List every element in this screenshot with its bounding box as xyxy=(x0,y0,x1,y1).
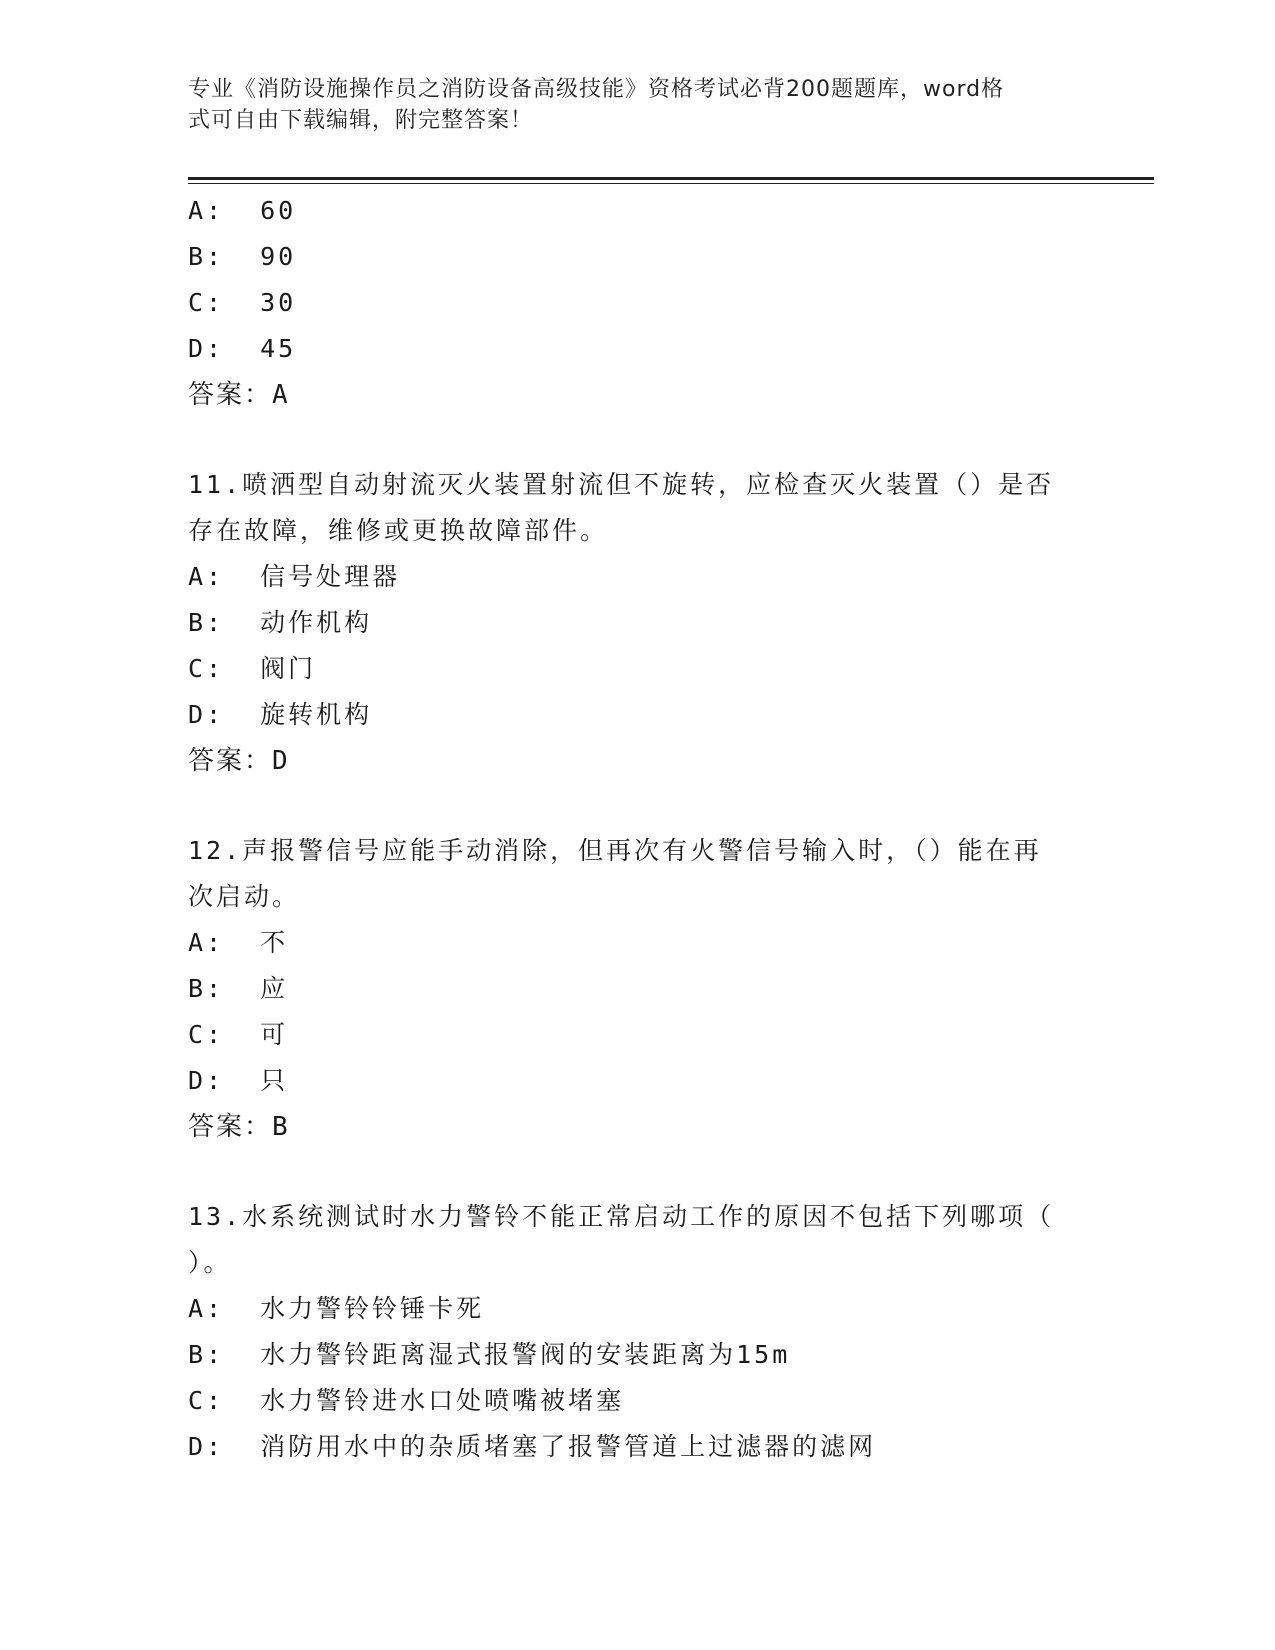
option-c: C: 水力警铃进水口处喷嘴被堵塞 xyxy=(188,1386,625,1415)
question-text-line-1: 13.水系统测试时水力警铃不能正常启动工作的原因不包括下列哪项（ xyxy=(188,1202,1055,1231)
option-a: A: 水力警铃铃锤卡死 xyxy=(188,1294,485,1323)
option-b: B: 动作机构 xyxy=(188,608,373,637)
option-b: B: 90 xyxy=(188,242,297,271)
option-d: D: 消防用水中的杂质堵塞了报警管道上过滤器的滤网 xyxy=(188,1432,877,1461)
header-rule-thick xyxy=(188,177,1154,180)
header-line-1: 专业《消防设施操作员之消防设备高级技能》资格考试必背200题题库，word格 xyxy=(188,77,1005,102)
header-rule-thin xyxy=(188,183,1154,184)
option-d: D: 旋转机构 xyxy=(188,700,373,729)
question-12 xyxy=(188,828,1088,1150)
answer-line: 答案：D xyxy=(188,746,290,776)
question-10-tail xyxy=(188,188,1088,418)
option-c: C: 可 xyxy=(188,1020,289,1049)
option-b: B: 应 xyxy=(188,974,289,1003)
option-c: C: 30 xyxy=(188,288,297,317)
question-text-line-2: 次启动。 xyxy=(188,882,301,911)
question-text-line-1: 12.声报警信号应能手动消除，但再次有火警信号输入时，（）能在再 xyxy=(188,836,1042,865)
document-header xyxy=(188,74,1068,136)
option-d: D: 45 xyxy=(188,334,297,363)
option-d: D: 只 xyxy=(188,1066,289,1095)
header-line-2: 式可自由下载编辑，附完整答案！ xyxy=(188,108,534,133)
question-text-line-2: ）。 xyxy=(188,1248,232,1277)
option-c: C: 阀门 xyxy=(188,654,317,683)
option-a: A: 信号处理器 xyxy=(188,562,401,591)
answer-line: 答案：A xyxy=(188,380,290,410)
question-11 xyxy=(188,462,1088,784)
option-a: A: 60 xyxy=(188,196,297,225)
option-a: A: 不 xyxy=(188,928,289,957)
question-text-line-2: 存在故障，维修或更换故障部件。 xyxy=(188,516,609,545)
question-list xyxy=(188,188,1088,1470)
answer-line: 答案：B xyxy=(188,1112,290,1142)
option-b: B: 水力警铃距离湿式报警阀的安装距离为15m xyxy=(188,1340,791,1369)
question-13 xyxy=(188,1194,1088,1470)
question-text-line-1: 11.喷洒型自动射流灭火装置射流但不旋转，应检查灭火装置（）是否 xyxy=(188,470,1055,499)
